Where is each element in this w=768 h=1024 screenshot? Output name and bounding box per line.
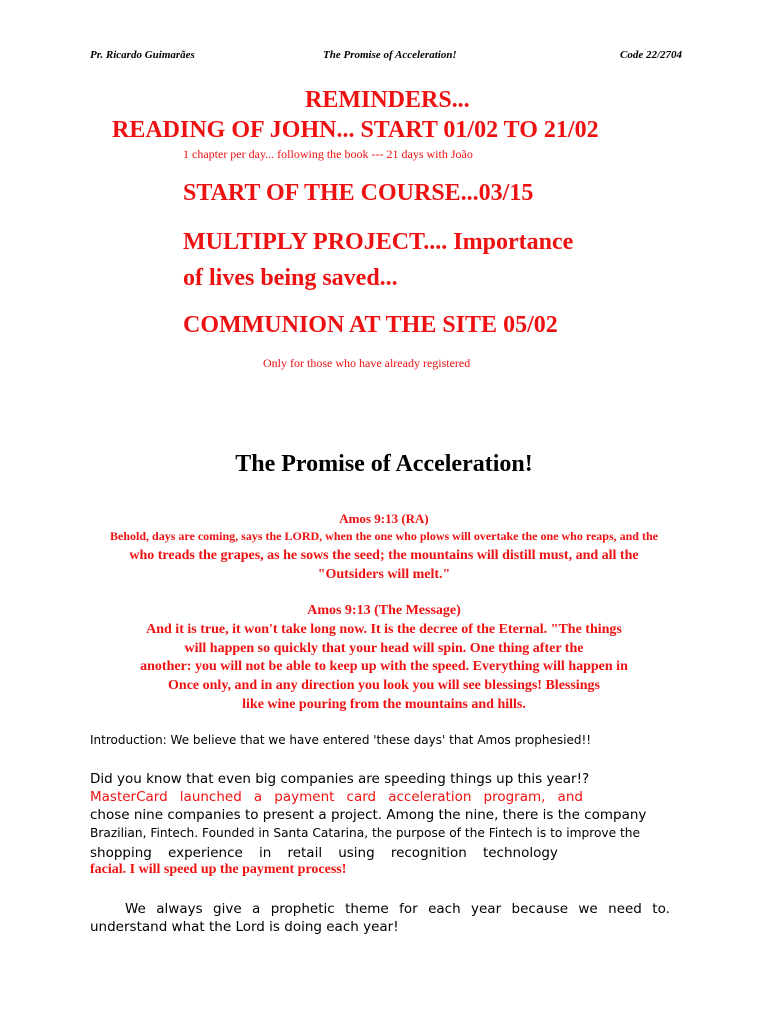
verse-msg-ref: Amos 9:13 (The Message) xyxy=(307,603,461,618)
verse-msg-line4: Once only, and in any direction you look you will see blessings! Blessings xyxy=(168,678,600,693)
body-p1-line3: chose nine companies to present a project. Among the nine, there is the company xyxy=(90,807,647,823)
body-p1-line2 xyxy=(90,789,583,805)
word: retail xyxy=(287,845,323,861)
verse-ra-line3: "Outsiders will melt." xyxy=(317,567,451,582)
word: give xyxy=(213,901,242,917)
word: recognition xyxy=(390,845,467,861)
reminders-communion-note: Only for those who have already registered xyxy=(263,356,471,370)
word: each xyxy=(428,901,461,917)
word: theme xyxy=(345,901,389,917)
body-p1-line6: facial. I will speed up the payment process! xyxy=(90,862,347,877)
word: because xyxy=(511,901,568,917)
word: a xyxy=(252,901,261,917)
word: prophetic xyxy=(270,901,335,917)
word: a xyxy=(253,789,263,805)
body-p1-line1: Did you know that even big companies are speeding things up this year!? xyxy=(90,771,590,787)
reminders-communion: COMMUNION AT THE SITE 05/02 xyxy=(183,312,558,338)
verse-ra-line1: Behold, days are coming, says the LORD, when the one who plows will overtake the one who reaps, and the xyxy=(110,529,658,543)
word: always xyxy=(156,901,203,917)
reminders-reading: READING OF JOHN... START 01/02 TO 21/02 xyxy=(112,117,599,143)
verse-ra-line2: who treads the grapes, as he sows the seed; the mountains will distill must, and all the xyxy=(129,548,639,563)
word: MasterCard xyxy=(90,789,168,805)
body-p2-line1 xyxy=(125,901,670,917)
reminders-multiply-line1: MULTIPLY PROJECT.... Importance xyxy=(183,229,574,255)
word: payment xyxy=(274,789,335,805)
verse-msg-line1: And it is true, it won't take long now. It is the decree of the Eternal. "The things xyxy=(146,622,622,637)
verse-msg-line5: like wine pouring from the mountains and hills. xyxy=(242,697,526,712)
reminders-multiply-line2: of lives being saved... xyxy=(183,265,398,291)
word: experience xyxy=(168,845,243,861)
word: technology xyxy=(482,845,558,861)
word: We xyxy=(125,901,146,917)
header-title: The Promise of Acceleration! xyxy=(323,49,457,61)
header-code: Code 22/2704 xyxy=(620,49,683,61)
body-p1-line5 xyxy=(90,845,558,861)
reminders-course: START OF THE COURSE...03/15 xyxy=(183,180,534,206)
main-title: The Promise of Acceleration! xyxy=(235,451,533,477)
word: card xyxy=(346,789,377,805)
word: for xyxy=(399,901,418,917)
word: to. xyxy=(652,901,670,917)
intro-text: Introduction: We believe that we have entered 'these days' that Amos prophesied!! xyxy=(90,733,592,747)
header-author: Pr. Ricardo Guimarães xyxy=(90,49,195,61)
word: we xyxy=(578,901,598,917)
body-p1-line4: Brazilian, Fintech. Founded in Santa Catarina, the purpose of the Fintech is to improve the xyxy=(90,826,641,840)
word: using xyxy=(338,845,375,861)
verse-ra-ref: Amos 9:13 (RA) xyxy=(339,511,429,526)
word: shopping xyxy=(90,845,152,861)
verse-msg-line2: will happen so quickly that your head will spin. One thing after the xyxy=(184,641,584,656)
verse-msg-line3: another: you will not be able to keep up with the speed. Everything will happen in xyxy=(140,659,628,674)
word: and xyxy=(557,789,583,805)
word: launched xyxy=(179,789,242,805)
word: need xyxy=(608,901,642,917)
word: acceleration xyxy=(388,789,472,805)
reminders-reading-note: 1 chapter per day... following the book --- 21 days with João xyxy=(183,147,473,161)
body-p2-line2: understand what the Lord is doing each year! xyxy=(90,919,399,935)
word: in xyxy=(258,845,272,861)
word: year xyxy=(471,901,502,917)
reminders-heading: REMINDERS... xyxy=(305,87,470,113)
word: program, xyxy=(483,789,546,805)
